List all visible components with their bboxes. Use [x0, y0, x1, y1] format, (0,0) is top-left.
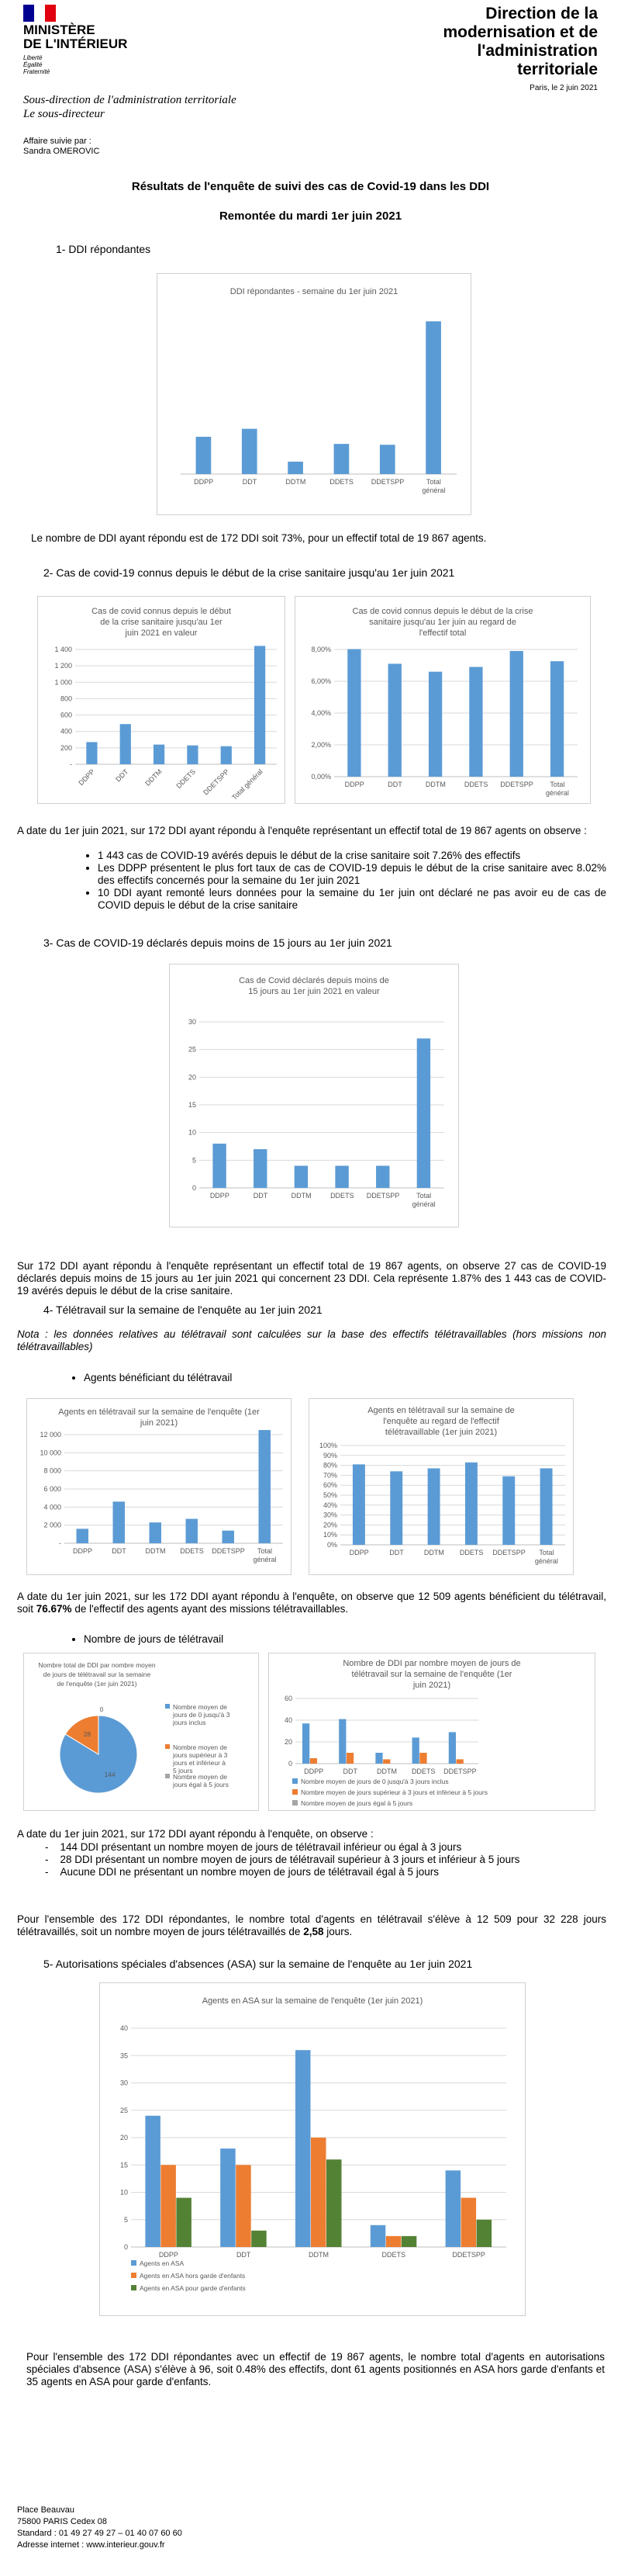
- y-tick-label: 20: [188, 1073, 196, 1082]
- legend-label: Nombre moyen de jours de 0 jusqu'à 3 jours inclus: [173, 1703, 230, 1726]
- bar: [145, 2116, 160, 2247]
- y-tick-label: 25: [119, 2106, 128, 2114]
- chart-title: télétravail sur la semaine de l'enquête (1er: [351, 1670, 512, 1679]
- bar: [295, 1165, 308, 1188]
- chart-title: télétravaillable (1er juin 2021): [385, 1428, 498, 1437]
- y-tick-label: 1 000: [54, 678, 72, 687]
- y-tick-label: 100%: [319, 1442, 337, 1449]
- x-tick-label: DDETS: [381, 2251, 406, 2259]
- y-tick-label: 0%: [326, 1541, 337, 1549]
- y-tick-label: 0,00%: [311, 773, 331, 781]
- section-4-text-3: Pour l'ensemble des 172 DDI répondantes, le nombre total d'agents en télétravail s'élève à 12 509 pour 32 228 jours télétravaillés, soit un nombre moyen de jours télétravaillés de 2,58 jours.: [17, 1913, 606, 1937]
- y-tick-label: 20: [119, 2134, 128, 2141]
- bar: [186, 1519, 198, 1544]
- section-5-heading: 5- Autorisations spéciales d'absences (ASA) sur la semaine de l'enquête au 1er juin 2021: [43, 1958, 473, 1970]
- legend-swatch: [131, 2285, 136, 2290]
- x-tick-label: DDTM: [425, 781, 446, 788]
- bar: [457, 1759, 464, 1764]
- chart-cas-moins-15-jours: [169, 964, 459, 1227]
- section-3-text: Sur 172 DDI ayant répondu à l'enquête représentant un effectif total de 19 867 agents, on observe 27 cas de COVID-19 déclarés depuis moins de 15 jours au 1er juin 2021 qui concernent 23 DDI. Cela représente 1.87% des 1 443 cas de COVID-19 avérés depuis le début de la crise sanitaire.: [17, 1260, 606, 1297]
- x-tick-label: DDETSPP: [366, 1192, 400, 1200]
- y-tick-label: 10: [119, 2188, 128, 2197]
- legend-label: Nombre moyen de jours supérieur à 3 jours et inférieur à 5 jours: [173, 1743, 228, 1774]
- y-tick-label: 40: [119, 2024, 128, 2032]
- legend-label: Nombre moyen de jours de 0 jusqu'à 3 jours inclus: [301, 1778, 449, 1785]
- bar: [160, 2165, 176, 2247]
- document-title: Résultats de l'enquête de suivi des cas de Covid-19 dans les DDI: [131, 180, 490, 193]
- bar: [502, 1477, 515, 1545]
- bar: [375, 1753, 382, 1764]
- chart-title: de la crise sanitaire jusqu'au 1er: [100, 618, 223, 627]
- bar: [428, 1468, 440, 1545]
- x-tick-label: Total: [539, 1549, 554, 1556]
- x-tick-label: DDETS: [329, 478, 354, 486]
- y-tick-label: 1 200: [54, 662, 72, 670]
- y-tick-label: 20: [284, 1738, 292, 1746]
- pie-data-label: 0: [99, 1705, 104, 1713]
- bar: [335, 1165, 348, 1188]
- legend-swatch: [165, 1774, 170, 1778]
- chart-title: DDI répondantes - semaine du 1er juin 2021: [229, 287, 398, 296]
- list-item: - Aucune DDI ne présentant un nombre moyen de jours de télétravail égal à 5 jours: [45, 1866, 440, 1878]
- bar: [254, 1149, 267, 1188]
- y-tick-label: 50%: [323, 1491, 337, 1499]
- legend-swatch: [131, 2273, 136, 2278]
- list-item: • Les DDPP présentent le plus fort taux de cas de COVID-19 depuis le début de la crise sanitaire avec 8.02% des effectifs concernés pour la semaine du 1er juin 2021: [98, 862, 606, 887]
- subdirection: Sous-direction de l'administration territoriale Le sous-directeur: [23, 94, 236, 120]
- y-tick-label: 70%: [323, 1471, 337, 1480]
- chart-agents-teletravail-pourcentage: [309, 1398, 574, 1575]
- section-4-text-2: A date du 1er juin 2021, sur 172 DDI ayant répondu à l'enquête, on observe :: [17, 1828, 374, 1840]
- bar: [446, 2170, 461, 2247]
- x-tick-label: DDETS: [464, 781, 488, 788]
- bar: [353, 1464, 365, 1545]
- bar: [334, 444, 350, 474]
- bar: [113, 1501, 125, 1543]
- chart-title: Agents en télétravail sur la semaine de l'enquête (1er: [58, 1407, 260, 1417]
- list-item: • 1 443 cas de COVID-19 avérés depuis le début de la crise sanitaire soit 7.26% des effectifs: [98, 850, 606, 862]
- y-tick-label: 12 000: [40, 1431, 61, 1439]
- chart-title: Agents en télétravail sur la semaine de: [367, 1406, 515, 1415]
- bar: [371, 2225, 386, 2247]
- pie-data-label: 144: [104, 1771, 116, 1779]
- bar: [251, 2231, 267, 2247]
- y-tick-label: 800: [60, 694, 72, 703]
- section-4-text-1: A date du 1er juin 2021, sur les 172 DDI ayant répondu à l'enquête, on observe que 12 509 agents bénéficient du télétravail, soit 76.67% de l'effectif des agents ayant des missions télétravaillables.: [17, 1591, 606, 1615]
- bar: [254, 646, 265, 764]
- chart-title: Nombre de DDI par nombre moyen de jours de: [343, 1659, 521, 1668]
- bar: [383, 1759, 390, 1764]
- section-4-note: Nota : les données relatives au télétravail sont calculées sur la base des effectifs télétravaillables (hors missions non télétravaillables): [17, 1328, 606, 1352]
- chart-title: juin 2021 en valeur: [125, 628, 198, 638]
- chart-title: sanitaire jusqu'au 1er juin au regard de: [369, 618, 516, 627]
- section-1-text: Le nombre de DDI ayant répondu est de 172 DDI soit 73%, pour un effectif total de 19 867 agents.: [31, 532, 487, 544]
- x-tick-label: DDTM: [377, 1768, 397, 1775]
- x-tick-label: DDETS: [459, 1549, 484, 1556]
- chart-title: de l'enquête (1er juin 2021): [57, 1680, 137, 1688]
- y-tick-label: 400: [60, 727, 72, 736]
- legend-swatch: [165, 1744, 170, 1749]
- y-tick-label: 2,00%: [311, 741, 331, 749]
- y-tick-label: 60%: [323, 1481, 337, 1490]
- x-tick-label: DDTM: [285, 478, 306, 486]
- x-tick-label: DDT: [114, 767, 130, 784]
- x-tick-label: DDT: [388, 781, 402, 788]
- section-1-heading: 1- DDI répondantes: [56, 243, 151, 255]
- ministry-name: MINISTÈRE DE L'INTÉRIEUR: [23, 23, 128, 51]
- x-tick-label: DDT: [236, 2251, 251, 2259]
- bar: [259, 1430, 271, 1543]
- x-tick-label: DDETSPP: [500, 781, 533, 788]
- y-tick-label: 10%: [323, 1531, 337, 1539]
- section-4-dashes: [45, 1841, 605, 1878]
- document-date: Paris, le 2 juin 2021: [530, 84, 598, 92]
- bar: [402, 2236, 417, 2247]
- section-2-heading: 2- Cas de covid-19 connus depuis le début de la crise sanitaire jusqu'au 1er juin 2021: [43, 566, 455, 579]
- x-tick-label: DDETSPP: [492, 1549, 526, 1556]
- bar: [477, 2220, 492, 2247]
- y-tick-label: 15: [188, 1101, 196, 1109]
- chart-title: Agents en ASA sur la semaine de l'enquête (1er juin 2021): [202, 1996, 423, 2006]
- bar: [388, 663, 402, 777]
- bar: [120, 724, 131, 764]
- bar: [212, 1144, 226, 1188]
- bar: [390, 1471, 402, 1545]
- bar: [220, 2148, 236, 2247]
- bar: [550, 661, 564, 777]
- bar: [150, 1522, 161, 1543]
- bar: [380, 445, 395, 474]
- x-tick-label: DDETS: [174, 767, 198, 790]
- direction-name: Direction de la modernisation et de l'administration territoriale: [443, 5, 598, 78]
- x-tick-label: DDTM: [143, 767, 164, 788]
- bar: [417, 1038, 430, 1188]
- x-tick-label: DDETS: [411, 1768, 436, 1775]
- bar: [326, 2159, 342, 2247]
- legend-label: Nombre moyen de jours égal à 5 jours: [173, 1773, 229, 1788]
- x-tick-label: DDT: [112, 1547, 126, 1555]
- chart-agents-teletravail-valeur: [26, 1398, 292, 1575]
- bar: [236, 2165, 251, 2247]
- y-tick-label: 5: [123, 2215, 128, 2224]
- x-tick-label: DDPP: [77, 767, 97, 788]
- bar: [288, 462, 303, 474]
- x-tick-label: général: [534, 1557, 558, 1565]
- chart-pie-jours-teletravail: [23, 1653, 259, 1811]
- section-2-text: A date du 1er juin 2021, sur 172 DDI ayant répondu à l'enquête représentant un effectif total de 19 867 agents on observe :: [17, 825, 587, 836]
- bar: [176, 2198, 191, 2247]
- x-tick-label: DDPP: [304, 1768, 324, 1775]
- x-tick-label: DDPP: [194, 478, 214, 486]
- bar: [242, 429, 257, 474]
- bar: [449, 1732, 456, 1764]
- y-tick-label: 35: [119, 2051, 128, 2060]
- bar: [376, 1165, 389, 1188]
- chart-title: juin 2021): [412, 1681, 451, 1690]
- bar: [196, 437, 212, 474]
- y-tick-label: 15: [119, 2161, 128, 2169]
- x-tick-label: DDETSPP: [452, 2251, 485, 2259]
- bar: [154, 745, 164, 764]
- section-2-bullets: [84, 850, 606, 912]
- pie-data-label: 28: [83, 1729, 91, 1738]
- x-tick-label: Total: [416, 1192, 432, 1200]
- x-tick-label: DDETSPP: [202, 767, 231, 797]
- x-tick-label: DDPP: [72, 1547, 93, 1555]
- x-tick-label: DDTM: [291, 1192, 312, 1200]
- y-tick-label: 600: [60, 711, 72, 719]
- chart-title: 15 jours au 1er juin 2021 en valeur: [248, 987, 380, 996]
- y-tick-label: 5: [191, 1156, 196, 1165]
- chart-title: Cas de Covid déclarés depuis moins de: [239, 976, 389, 985]
- chart-title: de jours de télétravail sur la semaine: [43, 1671, 151, 1678]
- y-tick-label: 20%: [323, 1521, 337, 1529]
- chart-cas-covid-valeur: [37, 596, 285, 804]
- bar: [223, 1531, 234, 1543]
- bar: [429, 672, 442, 777]
- list-item: • 10 DDI ayant remonté leurs données pour la semaine du 1er juin ont déclaré ne pas avoir eu de cas de COVID depuis le début de la crise sanitaire: [98, 887, 606, 912]
- y-tick-label: 90%: [323, 1451, 337, 1459]
- bar: [412, 1737, 419, 1764]
- x-tick-label: Total: [550, 781, 565, 788]
- legend-label: Agents en ASA hors garde d'enfants: [140, 2272, 246, 2280]
- legend-label: Nombre moyen de jours égal à 5 jours: [301, 1799, 413, 1807]
- x-tick-label: DDETSPP: [371, 478, 405, 486]
- bar: [347, 649, 361, 777]
- chart-title: Cas de covid connus depuis le début de la crise: [352, 607, 533, 616]
- bar: [295, 2050, 311, 2247]
- chart-cas-covid-pourcentage: [295, 596, 591, 804]
- x-tick-label: DDPP: [349, 1549, 369, 1556]
- y-tick-label: 60: [284, 1695, 292, 1702]
- y-tick-label: 2 000: [43, 1521, 61, 1529]
- y-tick-label: 6 000: [43, 1485, 61, 1493]
- bar: [465, 1463, 478, 1545]
- bar: [311, 2138, 326, 2247]
- bar: [86, 742, 97, 764]
- bar: [461, 2198, 477, 2247]
- y-tick-label: 10: [188, 1128, 196, 1137]
- chart-ddi-repondantes: [157, 273, 471, 515]
- x-tick-label: général: [253, 1556, 277, 1563]
- y-tick-label: 30: [188, 1018, 196, 1026]
- x-tick-label: DDTM: [423, 1549, 444, 1556]
- chart-title: l'enquête au regard de l'effectif: [383, 1417, 499, 1426]
- x-tick-label: DDETS: [330, 1192, 354, 1200]
- x-tick-label: DDPP: [158, 2251, 178, 2259]
- y-tick-label: 30: [119, 2079, 128, 2087]
- legend-label: Agents en ASA: [140, 2259, 185, 2267]
- chart-title: l'effectif total: [419, 628, 467, 638]
- y-tick-label: 4,00%: [311, 709, 331, 717]
- y-tick-label: 200: [60, 743, 72, 752]
- legend-swatch: [292, 1778, 298, 1784]
- y-tick-label: 40: [284, 1716, 292, 1724]
- x-tick-label: DDETSPP: [212, 1547, 245, 1555]
- bar: [386, 2236, 402, 2247]
- x-tick-label: Total général: [230, 767, 264, 802]
- section-5-text: Pour l'ensemble des 172 DDI répondantes avec un effectif de 19 867 agents, le nombre total d'agents en autorisations spéciales d'absence (ASA) s'élève à 96, soit 0.48% des effectifs, dont 61 agents positionnés en ASA hors garde d'enfants et 35 agents en ASA pour garde d'enfants.: [26, 2351, 605, 2387]
- y-tick-label: -: [70, 760, 72, 768]
- document-subtitle: Remontée du mardi 1er juin 2021: [219, 209, 402, 223]
- list-item: - 28 DDI présentant un nombre moyen de jours de télétravail supérieur à 3 jours et inférieur à 5 jours: [45, 1854, 520, 1865]
- x-tick-label: DDETS: [180, 1547, 204, 1555]
- x-tick-label: DDETSPP: [443, 1768, 477, 1775]
- x-tick-label: général: [412, 1200, 436, 1208]
- x-tick-label: DDT: [242, 478, 257, 486]
- bar: [419, 1753, 426, 1764]
- bar: [77, 1529, 88, 1543]
- section-4-bullet-agents: • Agents bénéficiant du télétravail: [70, 1372, 232, 1384]
- legend-swatch: [292, 1789, 298, 1795]
- x-tick-label: DDTM: [309, 2251, 329, 2259]
- bar: [302, 1723, 309, 1764]
- republic-motto: Liberté Égalité Fraternité: [23, 54, 50, 75]
- legend-label: Agents en ASA pour garde d'enfants: [140, 2284, 246, 2292]
- x-tick-label: DDT: [253, 1192, 268, 1200]
- bar: [469, 667, 482, 777]
- chart-ddi-jours-teletravail: [268, 1653, 595, 1811]
- bar: [187, 746, 198, 764]
- y-tick-label: 40%: [323, 1501, 337, 1509]
- bar: [339, 1719, 346, 1764]
- y-tick-label: 25: [188, 1045, 196, 1054]
- footer-address: Place Beauvau 75800 PARIS Cedex 08 Standard : 01 49 27 49 27 – 01 40 07 60 60 Adresse internet : www.interieur.gouv.fr: [17, 2505, 182, 2550]
- y-tick-label: 6,00%: [311, 677, 331, 685]
- bar: [347, 1753, 354, 1764]
- x-tick-label: DDT: [389, 1549, 404, 1556]
- bar: [540, 1468, 553, 1545]
- chart-title: Nombre total de DDI par nombre moyen: [38, 1661, 156, 1669]
- section-4-bullet-jours: • Nombre de jours de télétravail: [70, 1633, 223, 1646]
- x-tick-label: DDTM: [145, 1547, 166, 1555]
- x-tick-label: général: [545, 789, 569, 797]
- y-tick-label: 1 400: [54, 646, 72, 653]
- affaire-suivie: Affaire suivie par : Sandra OMEROVIC: [23, 137, 100, 156]
- section-3-heading: 3- Cas de COVID-19 déclarés depuis moins de 15 jours au 1er juin 2021: [43, 937, 392, 949]
- bar: [426, 321, 441, 474]
- x-tick-label: Total: [426, 478, 441, 486]
- bar: [510, 651, 523, 777]
- x-tick-label: DDT: [343, 1768, 358, 1775]
- y-tick-label: -: [59, 1539, 61, 1547]
- x-tick-label: DDPP: [344, 781, 364, 788]
- x-tick-label: DDPP: [209, 1192, 229, 1200]
- x-tick-label: Total: [257, 1547, 273, 1555]
- section-4-heading: 4- Télétravail sur la semaine de l'enquête au 1er juin 2021: [43, 1304, 323, 1316]
- y-tick-label: 8 000: [43, 1466, 61, 1475]
- bar: [310, 1758, 317, 1764]
- y-tick-label: 0: [288, 1760, 292, 1768]
- chart-title: juin 2021): [140, 1418, 178, 1428]
- y-tick-label: 80%: [323, 1461, 337, 1470]
- chart-title: Cas de covid connus depuis le début: [91, 607, 231, 616]
- chart-agents-asa: [99, 1982, 526, 2316]
- y-tick-label: 10 000: [40, 1449, 61, 1457]
- x-tick-label: général: [422, 486, 446, 494]
- legend-label: Nombre moyen de jours supérieur à 3 jours et inférieur à 5 jours: [301, 1788, 488, 1796]
- y-tick-label: 0: [191, 1184, 196, 1192]
- bar: [221, 746, 232, 764]
- legend-swatch: [131, 2260, 136, 2266]
- legend-swatch: [292, 1800, 298, 1806]
- legend-swatch: [165, 1704, 170, 1709]
- y-tick-label: 30%: [323, 1511, 337, 1519]
- list-item: - 144 DDI présentant un nombre moyen de jours de télétravail inférieur ou égal à 3 jours: [45, 1841, 462, 1853]
- y-tick-label: 0: [123, 2243, 128, 2251]
- y-tick-label: 8,00%: [311, 646, 331, 653]
- y-tick-label: 4 000: [43, 1503, 61, 1511]
